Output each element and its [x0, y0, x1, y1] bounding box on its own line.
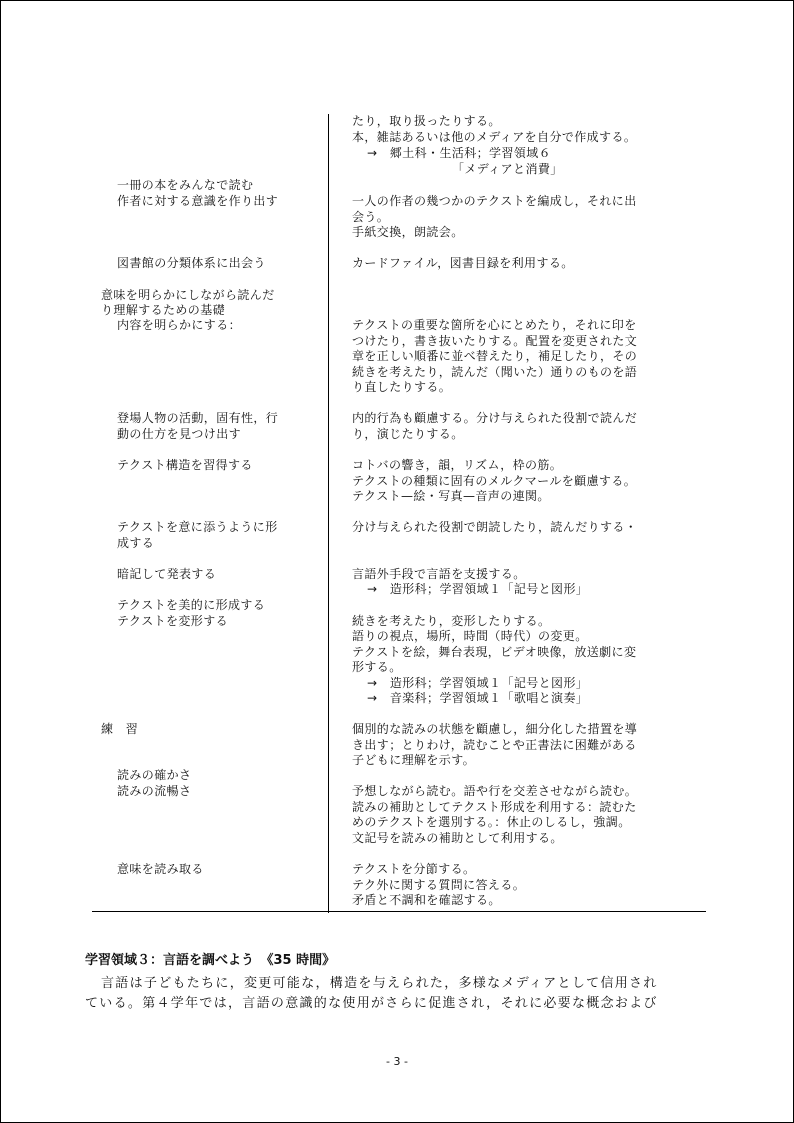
cell-text: テクスト—絵・写真—音声の連関。 — [352, 489, 550, 503]
cell-text: 会う。 — [352, 210, 390, 224]
cell-text: 本，雑誌あるいは他のメディアを自分で作成する。 — [352, 130, 637, 144]
topic-label: 一冊の本をみんなで読む — [117, 178, 254, 192]
cell-text: テク外に関する質問に答える。 — [352, 878, 526, 892]
cell-text: 手紙交換，朗読会。 — [352, 225, 464, 239]
topic-label: 内容を明らかにする： — [117, 318, 242, 332]
cell-text: り直したりする。 — [352, 380, 452, 394]
cell-text: 矛盾と不調和を確認する。 — [352, 893, 501, 907]
topic-label: 動の仕方を見つけ出す — [117, 427, 242, 441]
cell-text: 予想しながら読む。語や行を交差させながら読む。 — [352, 784, 638, 798]
cell-text: 分け与えられた役割で朗読したり，読んだりする・ — [352, 520, 638, 534]
cell-text: 章を正しい順番に並べ替えたり，補足したり，その — [352, 349, 638, 363]
section-heading: 学習領域３：言語を調べよう 《35 時間》 — [85, 953, 336, 968]
cell-text: 文記号を読みの補助として利用する。 — [352, 831, 563, 845]
topic-label: 読みの確かさ — [117, 768, 192, 782]
cross-reference: → 造形科；学習領域１「記号と図形」 — [367, 582, 589, 596]
table-column-divider — [328, 114, 329, 913]
cross-reference: → 郷土科・生活科；学習領域６ — [367, 146, 552, 160]
cell-text: めのテクストを選別する。：休止のしるし，強調。 — [352, 815, 631, 829]
cell-text: 続きを考えたり，読んだ（聞いた）通りのものを語 — [352, 365, 638, 379]
topic-label: 暗記して発表する — [117, 567, 217, 581]
topic-label: 作者に対する意識を作り出す — [117, 194, 279, 208]
cell-text: 内的行為も顧慮する。分け与えられた役割で読んだ — [352, 411, 638, 425]
paragraph-line: ている。第４学年では，言語の意識的な使用がさらに促進され，それに必要な概念および — [85, 996, 658, 1011]
topic-label: テクストを意に添うように形 — [117, 520, 278, 534]
cell-text: 言語外手段で言語を支援する。 — [352, 567, 526, 581]
topic-label: 図書館の分類体系に出会う — [117, 256, 266, 270]
cell-text: つけたり，書き抜いたりする。配置を変更された文 — [352, 334, 638, 348]
cross-reference: 「メディアと消費」 — [452, 162, 563, 176]
cell-text: 子どもに理解を示す。 — [352, 753, 476, 767]
cell-text: カードファイル，図書目録を利用する。 — [352, 256, 574, 270]
topic-label: 意味を読み取る — [117, 862, 204, 876]
cell-text: り，演じたりする。 — [352, 427, 464, 441]
cell-text: コトバの響き，韻，リズム，枠の筋。 — [352, 458, 563, 472]
cell-text: 読みの補助としてテクスト形成を利用する：読むた — [352, 800, 637, 814]
paragraph-line: 言語は子どもたちに，変更可能な，構造を与えられた，多様なメディアとして信用され — [101, 976, 658, 991]
cell-text: 個別的な読みの状態を顧慮し，細分化した措置を導 — [352, 722, 638, 736]
cross-reference: → 造形科；学習領域１「記号と図形」 — [367, 676, 589, 690]
cross-reference: → 音楽科；学習領域１「歌唱と演奏」 — [367, 691, 589, 705]
topic-label: 読みの流暢さ — [117, 784, 192, 798]
topic-heading: り理解するための基礎 — [101, 303, 226, 317]
cell-text: たり，取り扱ったりする。 — [352, 114, 501, 128]
cell-text: 語りの視点，場所，時間（時代）の変更。 — [352, 629, 588, 643]
cell-text: き出す；とりわけ，読むことや正書法に困難がある — [352, 738, 637, 752]
topic-label: テクスト構造を習得する — [117, 458, 253, 472]
cell-text: 一人の作者の幾つかのテクストを編成し，それに出 — [352, 194, 637, 208]
cell-text: 形する。 — [352, 660, 402, 674]
topic-heading: 意味を明らかにしながら読んだ — [101, 288, 275, 302]
page-number: - 3 - — [386, 1055, 408, 1068]
topic-label: テクストを変形する — [117, 614, 229, 628]
cell-text: 続きを考えたり，変形したりする。 — [352, 614, 551, 628]
topic-heading: 練 習 — [101, 722, 139, 736]
table-bottom-rule — [92, 911, 706, 912]
cell-text: テクストを絵，舞台表現，ビデオ映像，放送劇に変 — [352, 645, 637, 659]
cell-text: テクストの種類に固有のメルクマールを顧慮する。 — [352, 474, 637, 488]
topic-label: 成する — [117, 536, 155, 550]
cell-text: テクストを分節する。 — [352, 862, 476, 876]
topic-label: 登場人物の活動，固有性，行 — [117, 411, 279, 425]
cell-text: テクストの重要な箇所を心にとめたり，それに印を — [352, 318, 637, 332]
topic-label: テクストを美的に形成する — [117, 598, 266, 612]
